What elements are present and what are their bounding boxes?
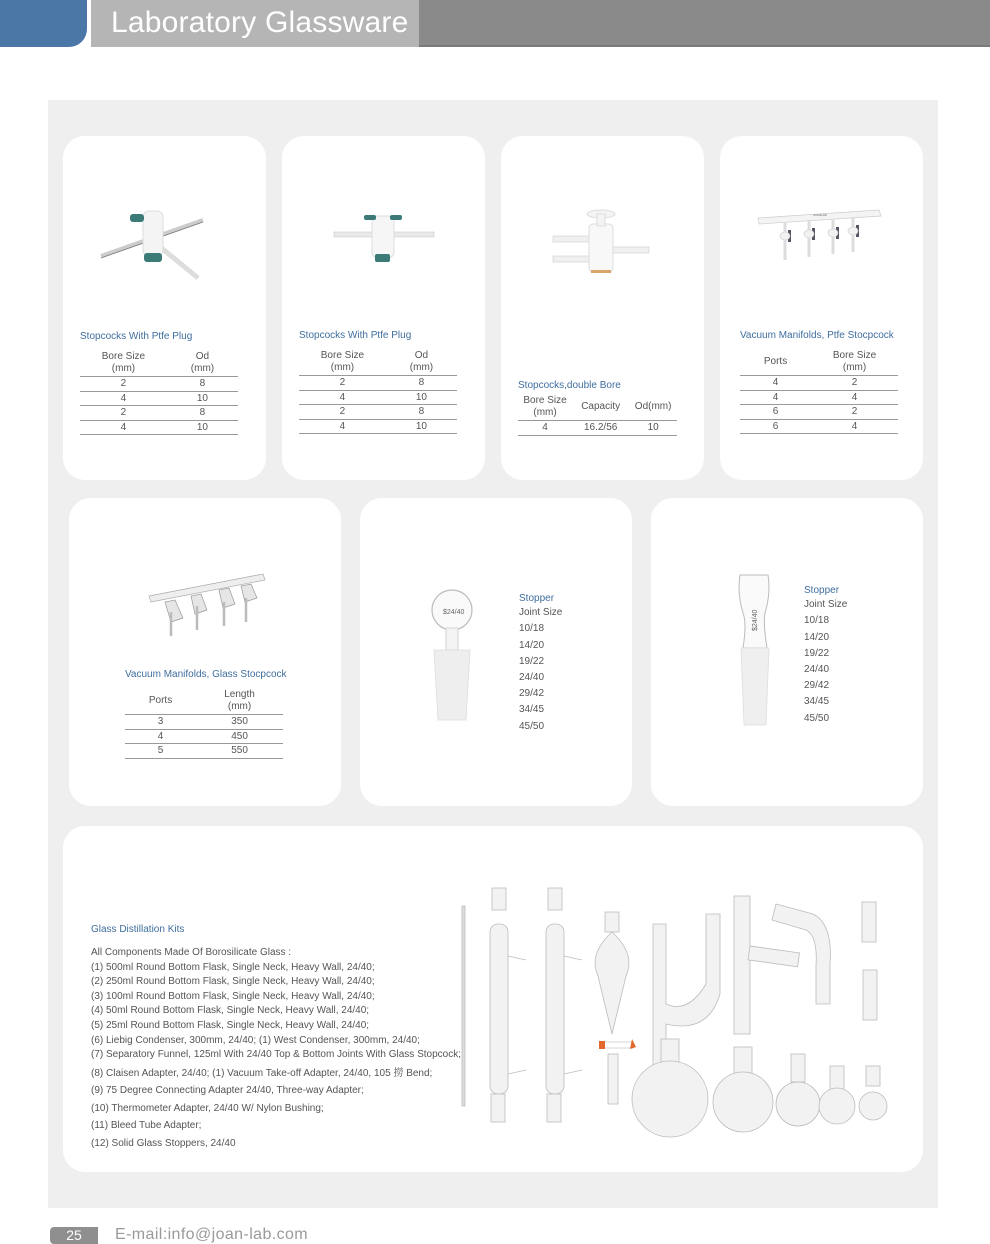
page-title: Laboratory Glassware xyxy=(111,6,409,39)
vacuum-manifold-glass-image xyxy=(145,572,273,640)
spec-table xyxy=(299,350,457,434)
product-card-stopcock-double-bore xyxy=(501,136,704,480)
table-row: 2 8 xyxy=(80,406,238,421)
column-header: Od (mm) xyxy=(386,350,457,376)
page-number-badge: 25 xyxy=(50,1227,98,1244)
list-item: (8) Claisen Adapter, 24/40; (1) Vacuum Take-off Adapter, 24/40, 105 撈 Bend; xyxy=(91,1067,433,1079)
table-row: 6 4 xyxy=(740,419,898,434)
kit-component-list xyxy=(91,946,461,1152)
list-item: 19/22 xyxy=(519,655,545,667)
list-item: 45/50 xyxy=(519,720,545,732)
stopper-spec-list xyxy=(804,583,847,727)
spec-table xyxy=(518,395,677,436)
column-header: Ports xyxy=(125,689,196,715)
list-item: (4) 50ml Round Bottom Flask, Single Neck, Heavy Wall, 24/40; xyxy=(91,1005,370,1017)
product-title: Stopper xyxy=(804,585,840,596)
list-item: 29/42 xyxy=(519,688,545,700)
list-item: (5) 25ml Round Bottom Flask, Single Neck, Heavy Wall, 24/40; xyxy=(91,1019,370,1031)
list-item: 14/20 xyxy=(804,631,830,643)
list-item: 34/45 xyxy=(519,704,545,716)
product-card-vacuum-manifold-ptfe xyxy=(720,136,923,480)
table-row: 4 450 xyxy=(125,729,283,744)
header-dark-bar xyxy=(419,0,990,47)
list-item: 29/42 xyxy=(804,680,830,692)
column-header: Length (mm) xyxy=(196,689,283,715)
column-header: Capacity xyxy=(572,395,629,421)
table-row: 2 8 xyxy=(299,405,457,420)
stopcock-double-bore-image xyxy=(551,204,651,284)
footer-email: E-mail:info@joan-lab.com xyxy=(115,1226,309,1243)
spec-table xyxy=(740,350,898,434)
column-header: Bore Size (mm) xyxy=(518,395,572,421)
list-item: 24/40 xyxy=(804,664,830,676)
table-row: 4 10 xyxy=(80,420,238,435)
list-item: (3) 100ml Round Bottom Flask, Single Neck, Heavy Wall, 24/40; xyxy=(91,990,375,1002)
stopper-hollow-image xyxy=(735,573,775,728)
column-header: Bore Size (mm) xyxy=(299,350,386,376)
product-card-stopcock-ptfe-b xyxy=(282,136,485,480)
product-title: Stopcocks With Ptfe Plug xyxy=(299,330,412,341)
joint-size-label: Joint Size xyxy=(519,607,563,619)
product-card-stopper-b xyxy=(651,498,923,806)
list-item: (1) 500ml Round Bottom Flask, Single Neck, Heavy Wall, 24/40; xyxy=(91,961,375,973)
svg-text:JOANLAB: JOANLAB xyxy=(813,213,827,217)
column-header: Od (mm) xyxy=(167,351,238,377)
product-title: Stopper xyxy=(519,593,555,604)
column-header: Bore Size (mm) xyxy=(811,350,898,376)
list-item: 10/18 xyxy=(519,623,545,635)
spec-table xyxy=(125,689,283,759)
table-row: 4 10 xyxy=(80,391,238,406)
kit-intro: All Components Made Of Borosilicate Glass : xyxy=(91,947,292,958)
table-row: 2 8 xyxy=(80,377,238,392)
spec-table xyxy=(80,351,238,435)
stopcock-ptfe-plug-angled-image xyxy=(98,206,208,286)
list-item: (2) 250ml Round Bottom Flask, Single Neck, Heavy Wall, 24/40; xyxy=(91,976,375,988)
list-item: 45/50 xyxy=(804,712,830,724)
column-header: Ports xyxy=(740,350,811,376)
stopper-spec-list xyxy=(519,591,562,735)
table-row: 6 2 xyxy=(740,405,898,420)
table-row: 4 16.2/56 10 xyxy=(518,421,677,436)
table-row: 4 10 xyxy=(299,419,457,434)
product-card-stopper-a xyxy=(360,498,632,806)
product-title: Vacuum Manifolds, Glass Stocpcock xyxy=(125,669,287,680)
stopper-round-head-image xyxy=(428,588,478,723)
svg-text:$24/40: $24/40 xyxy=(752,609,759,631)
product-card-distillation-kit xyxy=(63,826,923,1172)
table-row: 3 350 xyxy=(125,715,283,730)
table-row: 2 8 xyxy=(299,376,457,391)
list-item: 14/20 xyxy=(519,639,545,651)
list-item: 19/22 xyxy=(804,647,830,659)
list-item: (9) 75 Degree Connecting Adapter 24/40, Three-way Adapter; xyxy=(91,1085,364,1097)
column-header: Od(mm) xyxy=(629,395,677,421)
list-item: (10) Thermometer Adapter, 24/40 W/ Nylon Bushing; xyxy=(91,1102,324,1114)
table-row: 4 4 xyxy=(740,390,898,405)
product-title: Stopcocks With Ptfe Plug xyxy=(80,331,193,342)
table-row: 4 10 xyxy=(299,390,457,405)
product-title: Vacuum Manifolds, Ptfe Stocpcock xyxy=(740,330,894,341)
product-card-stopcock-ptfe-a xyxy=(63,136,266,480)
table-row: 5 550 xyxy=(125,744,283,759)
header-title-bar xyxy=(91,0,419,47)
list-item: 24/40 xyxy=(519,672,545,684)
joint-size-label: Joint Size xyxy=(804,599,848,611)
vacuum-manifold-ptfe-image xyxy=(755,202,885,264)
stopcock-ptfe-plug-straight-image xyxy=(332,212,437,267)
list-item: (6) Liebig Condenser, 300mm, 24/40; (1) West Condenser, 300mm, 24/40; xyxy=(91,1034,420,1046)
table-row: 4 2 xyxy=(740,376,898,391)
product-title: Stopcocks,double Bore xyxy=(518,380,621,391)
distillation-kit-image xyxy=(458,884,898,1154)
list-item: (7) Separatory Funnel, 125ml With 24/40 Top & Bottom Joints With Glass Stopcock; xyxy=(91,1049,461,1061)
list-item: 10/18 xyxy=(804,615,830,627)
product-card-vacuum-manifold-glass xyxy=(69,498,341,806)
list-item: (12) Solid Glass Stoppers, 24/40 xyxy=(91,1137,236,1149)
list-item: (11) Bleed Tube Adapter; xyxy=(91,1120,202,1132)
header-accent-tab xyxy=(0,0,87,47)
column-header: Bore Size (mm) xyxy=(80,351,167,377)
svg-text:$24/40: $24/40 xyxy=(443,609,465,616)
list-item: 34/45 xyxy=(804,696,830,708)
product-title: Glass Distillation Kits xyxy=(91,924,185,935)
